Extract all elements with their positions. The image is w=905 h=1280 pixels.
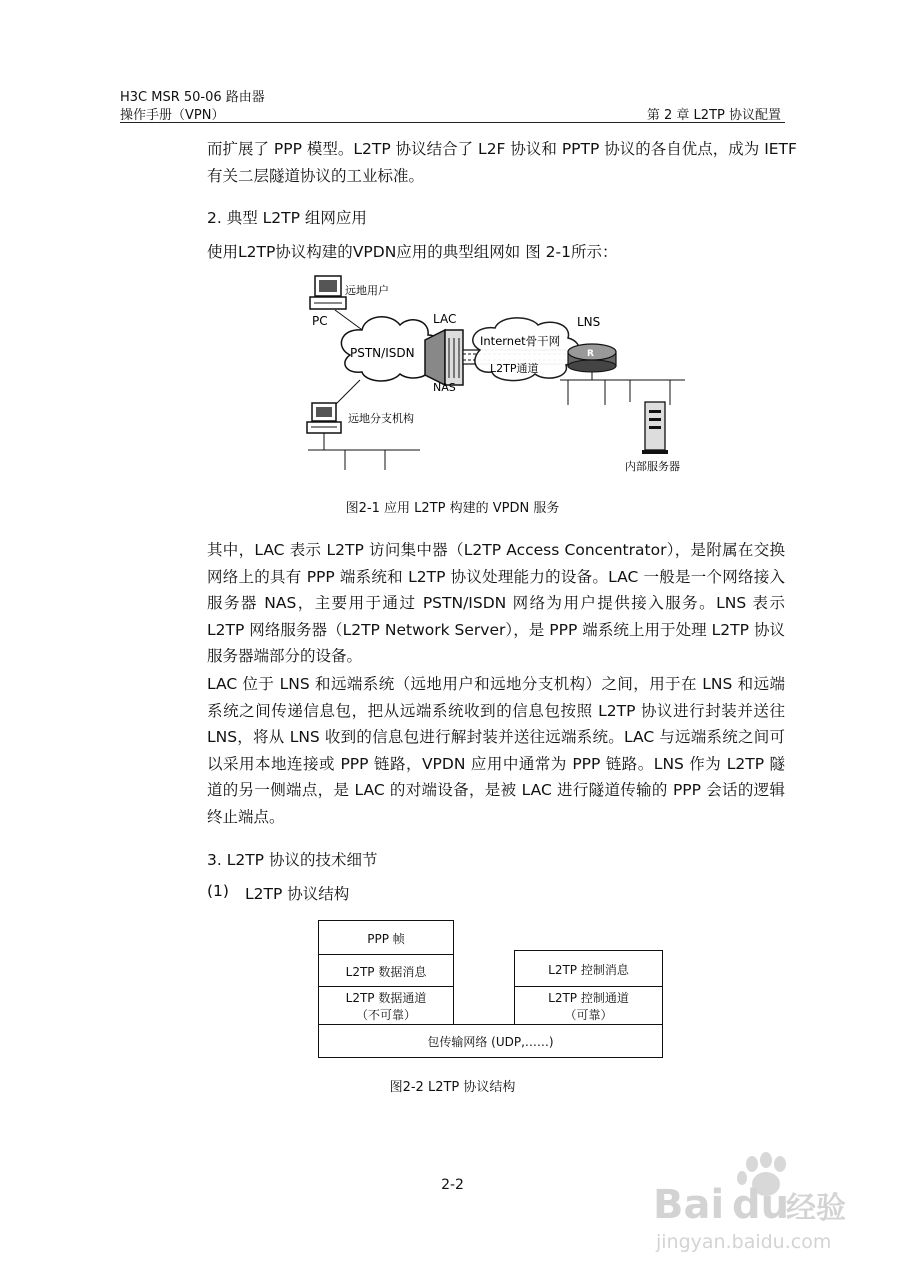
sub1-number: (1)	[207, 882, 229, 900]
data-message-label: L2TP 数据消息	[345, 964, 427, 979]
figure1-caption: 图2-1 应用 L2TP 构建的 VPDN 服务	[345, 501, 560, 516]
router-mark: R	[587, 349, 594, 359]
figure2-caption: 图2-2 L2TP 协议结构	[389, 1080, 516, 1095]
header-chapter: 第 2 章 L2TP 协议配置	[646, 108, 781, 123]
ppp-frame-label: PPP 帧	[367, 931, 405, 946]
control-channel-label: L2TP 控制通道	[548, 991, 629, 1005]
reliable-label: （可靠）	[564, 1008, 613, 1022]
transport-network-label: 包传输网络 (UDP,……)	[427, 1034, 554, 1049]
baidu-watermark	[648, 1148, 868, 1258]
branch-label: 远地分支机构	[348, 412, 414, 425]
figure-vpdn-network	[290, 270, 710, 485]
server-icon	[642, 402, 668, 454]
sub1-title: L2TP 协议结构	[245, 885, 350, 903]
control-channel-cell	[514, 986, 663, 1026]
watermark-url: jingyan.baidu.com	[656, 1231, 832, 1253]
pc-label: PC	[312, 314, 328, 328]
lns-label: LNS	[577, 315, 601, 329]
intro-line-2: 有关二层隧道协议的工业标准。	[207, 167, 425, 185]
data-message-cell	[318, 954, 454, 988]
paragraph-lac-position: LAC 位于 LNS 和远端系统（远地用户和远地分支机构）之间，用于在 LNS 和远端系统之间传递信息包，把从远端系统收到的信息包按照 L2TP 协议进行封装并送往 LNS，将从 LNS 收到的信息包进行解封装并送往远端系统。LAC 与远端系统之间可以采用本地连接或 PPP 链路，VPDN 应用中通常为 PPP 链路。LNS 作为 L2TP 隧道的另一侧端点，是 LAC 的对端设备，是被 LAC 进行隧道传输的 PPP 会话的逻辑终止端点。	[207, 675, 785, 826]
internet-label: Internet骨干网	[480, 334, 561, 348]
section3-heading: 3. L2TP 协议的技术细节	[207, 851, 378, 869]
pstn-label: PSTN/ISDN	[350, 346, 415, 360]
lac-device	[425, 330, 463, 385]
branch-pc-icon	[307, 403, 341, 433]
watermark-suffix: 经验	[786, 1191, 846, 1226]
section2-text: 使用L2TP协议构建的VPDN应用的典型组网如 图 2-1所示：	[207, 243, 618, 261]
remote-user-label: 远地用户	[345, 284, 389, 297]
header-rule	[120, 122, 785, 123]
intro-line-1: 而扩展了 PPP 模型。L2TP 协议结合了 L2F 协议和 PPTP 协议的各自优点，成为 IETF	[207, 140, 797, 158]
ppp-frame-cell	[318, 920, 454, 956]
page-number: 2-2	[441, 1177, 464, 1193]
header-manual: 操作手册（VPN）	[120, 108, 225, 123]
paragraph-lac-lns: 其中，LAC 表示 L2TP 访问集中器（L2TP Access Concentrator），是附属在交换网络上的具有 PPP 端系统和 L2TP 协议处理能力的设备。LAC 一般是一个网络接入服务器 NAS，主要用于通过 PSTN/ISDN 网络为用户提供接入服务。LNS 表示 L2TP 网络服务器（L2TP Network Server），是 PPP 端系统上用于处理 L2TP 协议服务器端部分的设备。	[207, 541, 785, 665]
unreliable-label: （不可靠）	[355, 1008, 416, 1022]
header-product: H3C MSR 50-06 路由器	[120, 90, 265, 105]
transport-network-cell	[318, 1024, 663, 1058]
data-channel-cell	[318, 986, 454, 1026]
control-message-label: L2TP 控制消息	[548, 962, 629, 977]
tunnel-label: L2TP通道	[490, 362, 539, 375]
svg-text:du: du	[732, 1182, 790, 1228]
lac-label: LAC	[433, 312, 457, 326]
nas-label: NAS	[433, 381, 456, 394]
section2-heading: 2. 典型 L2TP 组网应用	[207, 209, 367, 227]
pc-icon	[310, 276, 346, 309]
control-message-cell	[514, 950, 663, 988]
data-channel-label: L2TP 数据通道	[345, 991, 427, 1005]
server-label: 内部服务器	[625, 460, 680, 473]
watermark-brand: Bai	[653, 1182, 725, 1228]
